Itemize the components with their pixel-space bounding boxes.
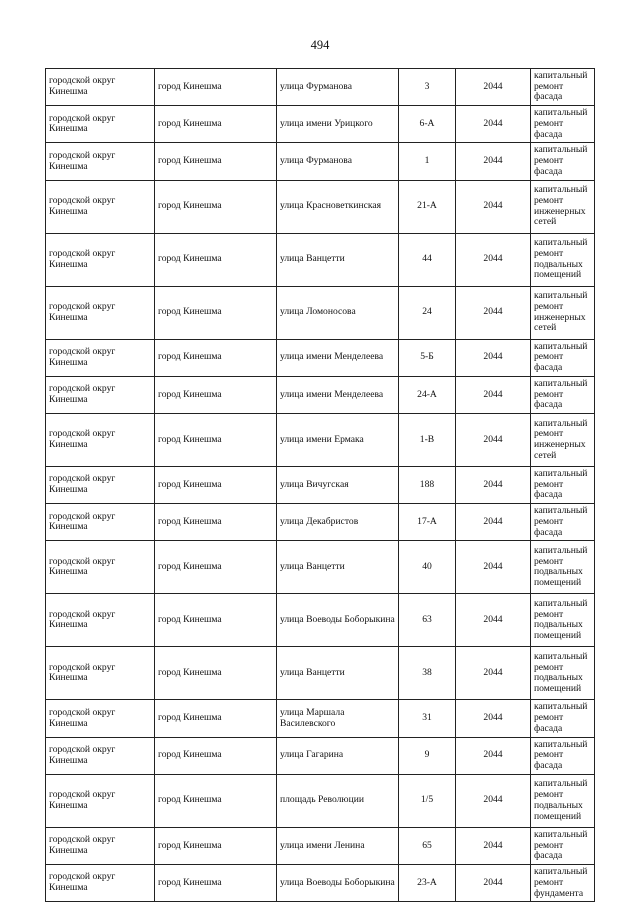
house-number-cell: 24 (399, 286, 456, 339)
street-cell: улица Ломоносова (277, 286, 399, 339)
year-cell: 2044 (456, 865, 531, 902)
work-type-cell: капитальный ремонт подвальных помещений (531, 647, 595, 700)
table-row (46, 541, 595, 594)
district-cell: городской округ Кинешма (46, 827, 155, 864)
table-row (46, 376, 595, 413)
work-type-cell: капитальный ремонт фундамента (531, 865, 595, 902)
house-number-cell: 24-А (399, 376, 456, 413)
house-number-cell: 40 (399, 541, 456, 594)
street-cell: улица Фурманова (277, 69, 399, 106)
city-cell: город Кинешма (155, 700, 277, 737)
house-number-cell: 38 (399, 647, 456, 700)
city-cell: город Кинешма (155, 180, 277, 233)
table-row (46, 647, 595, 700)
table-row (46, 180, 595, 233)
work-type-cell: капитальный ремонт подвальных помещений (531, 594, 595, 647)
work-type-cell: капитальный ремонт фасада (531, 143, 595, 180)
work-type-cell: капитальный ремонт фасада (531, 69, 595, 106)
year-cell: 2044 (456, 467, 531, 504)
table-row (46, 865, 595, 902)
work-type-cell: капитальный ремонт фасада (531, 106, 595, 143)
work-type-cell: капитальный ремонт подвальных помещений (531, 541, 595, 594)
city-cell: город Кинешма (155, 106, 277, 143)
house-number-cell: 65 (399, 827, 456, 864)
street-cell: улица имени Ленина (277, 827, 399, 864)
street-cell: улица Воеводы Боборыкина (277, 594, 399, 647)
work-type-cell: капитальный ремонт подвальных помещений (531, 774, 595, 827)
street-cell: улица Ванцетти (277, 541, 399, 594)
district-cell: городской округ Кинешма (46, 339, 155, 376)
district-cell: городской округ Кинешма (46, 143, 155, 180)
work-type-cell: капитальный ремонт подвальных помещений (531, 233, 595, 286)
table-row (46, 233, 595, 286)
district-cell: городской округ Кинешма (46, 467, 155, 504)
street-cell: улица имени Менделеева (277, 339, 399, 376)
city-cell: город Кинешма (155, 737, 277, 774)
house-number-cell: 63 (399, 594, 456, 647)
year-cell: 2044 (456, 143, 531, 180)
year-cell: 2044 (456, 233, 531, 286)
year-cell: 2044 (456, 594, 531, 647)
street-cell: улица Декабристов (277, 504, 399, 541)
city-cell: город Кинешма (155, 143, 277, 180)
city-cell: город Кинешма (155, 286, 277, 339)
city-cell: город Кинешма (155, 827, 277, 864)
page-number: 494 (310, 38, 330, 52)
district-cell: городской округ Кинешма (46, 594, 155, 647)
district-cell: городской округ Кинешма (46, 865, 155, 902)
district-cell: городской округ Кинешма (46, 737, 155, 774)
year-cell: 2044 (456, 339, 531, 376)
city-cell: город Кинешма (155, 774, 277, 827)
street-cell: улица Маршала Василевского (277, 700, 399, 737)
city-cell: город Кинешма (155, 414, 277, 467)
table-row (46, 143, 595, 180)
table-row (46, 774, 595, 827)
city-cell: город Кинешма (155, 541, 277, 594)
district-cell: городской округ Кинешма (46, 376, 155, 413)
year-cell: 2044 (456, 737, 531, 774)
district-cell: городской округ Кинешма (46, 541, 155, 594)
street-cell: улица Ванцетти (277, 233, 399, 286)
house-number-cell: 9 (399, 737, 456, 774)
year-cell: 2044 (456, 180, 531, 233)
street-cell: улица имени Менделеева (277, 376, 399, 413)
street-cell: улица Воеводы Боборыкина (277, 865, 399, 902)
house-number-cell: 23-А (399, 865, 456, 902)
district-cell: городской округ Кинешма (46, 504, 155, 541)
street-cell: улица Фурманова (277, 143, 399, 180)
house-number-cell: 5-Б (399, 339, 456, 376)
house-number-cell: 17-А (399, 504, 456, 541)
repair-schedule-table (45, 68, 595, 902)
table-row (46, 467, 595, 504)
work-type-cell: капитальный ремонт фасада (531, 737, 595, 774)
year-cell: 2044 (456, 541, 531, 594)
house-number-cell: 44 (399, 233, 456, 286)
street-cell: улица Гагарина (277, 737, 399, 774)
street-cell: площадь Революции (277, 774, 399, 827)
district-cell: городской округ Кинешма (46, 69, 155, 106)
table-row (46, 737, 595, 774)
table-row (46, 339, 595, 376)
table-row (46, 106, 595, 143)
table-row (46, 594, 595, 647)
year-cell: 2044 (456, 286, 531, 339)
year-cell: 2044 (456, 69, 531, 106)
city-cell: город Кинешма (155, 504, 277, 541)
work-type-cell: капитальный ремонт фасада (531, 376, 595, 413)
city-cell: город Кинешма (155, 467, 277, 504)
street-cell: улица Ванцетти (277, 647, 399, 700)
year-cell: 2044 (456, 700, 531, 737)
work-type-cell: капитальный ремонт инженерных сетей (531, 414, 595, 467)
year-cell: 2044 (456, 647, 531, 700)
table-row (46, 414, 595, 467)
district-cell: городской округ Кинешма (46, 106, 155, 143)
district-cell: городской округ Кинешма (46, 233, 155, 286)
city-cell: город Кинешма (155, 647, 277, 700)
street-cell: улица Вичугская (277, 467, 399, 504)
year-cell: 2044 (456, 504, 531, 541)
work-type-cell: капитальный ремонт фасада (531, 339, 595, 376)
year-cell: 2044 (456, 827, 531, 864)
city-cell: город Кинешма (155, 594, 277, 647)
house-number-cell: 31 (399, 700, 456, 737)
work-type-cell: капитальный ремонт инженерных сетей (531, 180, 595, 233)
city-cell: город Кинешма (155, 376, 277, 413)
table-row (46, 504, 595, 541)
house-number-cell: 21-А (399, 180, 456, 233)
district-cell: городской округ Кинешма (46, 286, 155, 339)
table-row (46, 69, 595, 106)
street-cell: улица имени Урицкого (277, 106, 399, 143)
work-type-cell: капитальный ремонт фасада (531, 827, 595, 864)
work-type-cell: капитальный ремонт фасада (531, 700, 595, 737)
house-number-cell: 6-А (399, 106, 456, 143)
year-cell: 2044 (456, 414, 531, 467)
table-row (46, 700, 595, 737)
street-cell: улица имени Ермака (277, 414, 399, 467)
table-row (46, 827, 595, 864)
year-cell: 2044 (456, 376, 531, 413)
district-cell: городской округ Кинешма (46, 414, 155, 467)
year-cell: 2044 (456, 106, 531, 143)
house-number-cell: 188 (399, 467, 456, 504)
house-number-cell: 1/5 (399, 774, 456, 827)
work-type-cell: капитальный ремонт инженерных сетей (531, 286, 595, 339)
city-cell: город Кинешма (155, 339, 277, 376)
district-cell: городской округ Кинешма (46, 647, 155, 700)
district-cell: городской округ Кинешма (46, 180, 155, 233)
work-type-cell: капитальный ремонт фасада (531, 467, 595, 504)
street-cell: улица Красноветкинская (277, 180, 399, 233)
year-cell: 2044 (456, 774, 531, 827)
district-cell: городской округ Кинешма (46, 774, 155, 827)
city-cell: город Кинешма (155, 233, 277, 286)
work-type-cell: капитальный ремонт фасада (531, 504, 595, 541)
city-cell: город Кинешма (155, 865, 277, 902)
table-row (46, 286, 595, 339)
city-cell: город Кинешма (155, 69, 277, 106)
house-number-cell: 1-В (399, 414, 456, 467)
district-cell: городской округ Кинешма (46, 700, 155, 737)
house-number-cell: 1 (399, 143, 456, 180)
house-number-cell: 3 (399, 69, 456, 106)
